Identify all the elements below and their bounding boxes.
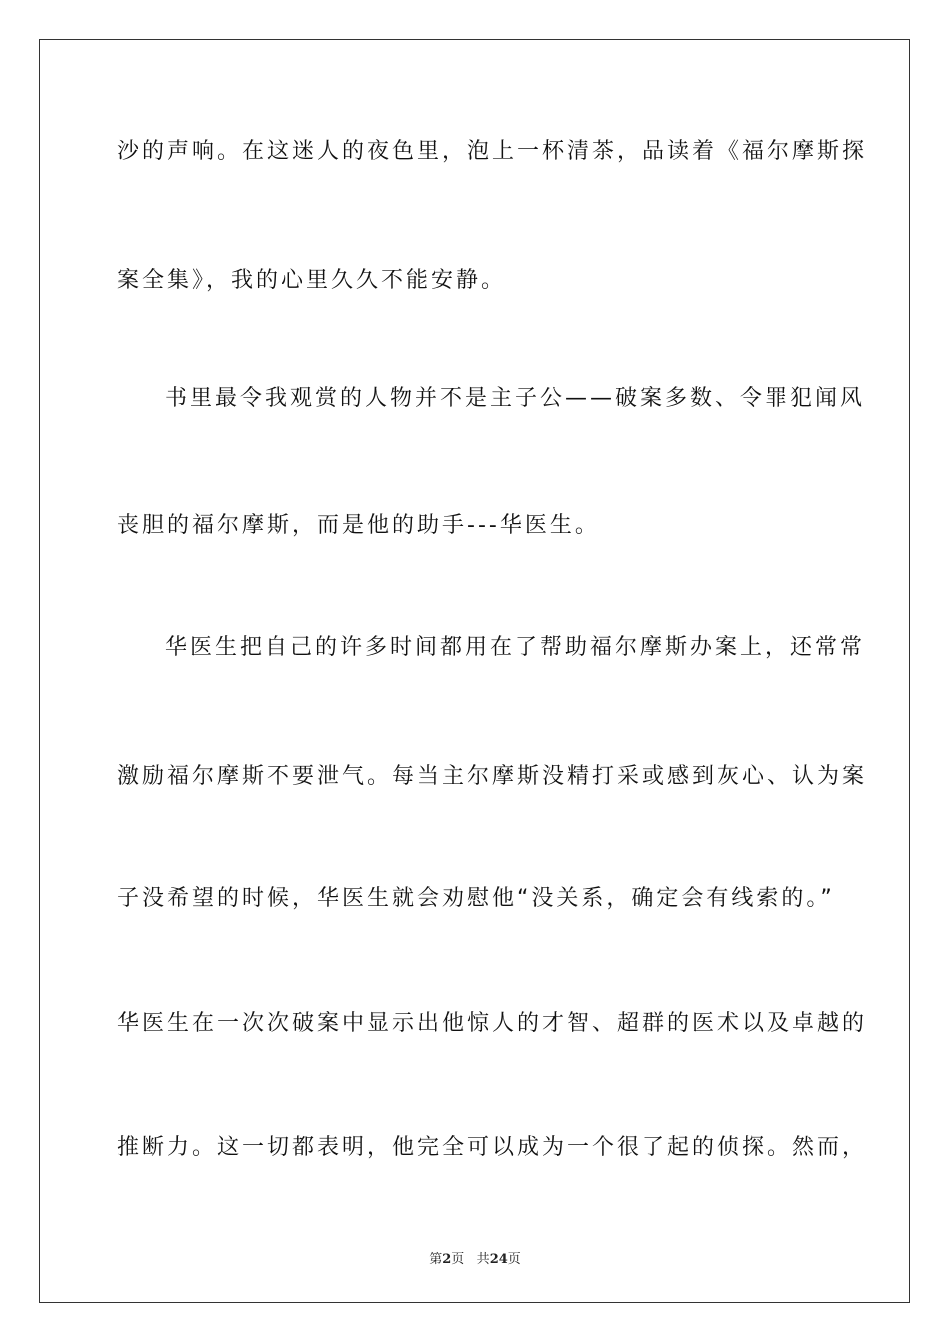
text-line: 推断力。这一切都表明，他完全可以成为一个很了起的侦探。然而，	[117, 1135, 868, 1160]
paragraph-start-line: 华医生把自己的许多时间都用在了帮助福尔摩斯办案上，还常常	[165, 635, 866, 660]
page-border	[39, 39, 910, 1303]
page-prefix: 第	[429, 1252, 443, 1267]
text-line: 丧胆的福尔摩斯，而是他的助手---华医生。	[117, 513, 600, 538]
page-suffix: 页	[451, 1252, 465, 1267]
page-number: 2	[442, 1252, 452, 1267]
total-suffix: 页	[507, 1252, 521, 1267]
total-prefix: 共	[476, 1252, 490, 1267]
text-line: 沙的声响。在这迷人的夜色里，泡上一杯清茶，品读着《福尔摩斯探	[117, 139, 868, 164]
text-line: 激励福尔摩斯不要泄气。每当主尔摩斯没精打采或感到灰心、认为案	[117, 764, 868, 789]
text-line: 子没希望的时候，华医生就会劝慰他“没关系，确定会有线索的。”	[117, 886, 835, 911]
text-line: 华医生在一次次破案中显示出他惊人的才智、超群的医术以及卓越的	[117, 1011, 868, 1036]
text-line: 案全集》，我的心里久久不能安静。	[117, 268, 507, 293]
total-pages: 24	[489, 1252, 508, 1267]
page-footer	[0, 1248, 950, 1267]
paragraph-start-line: 书里最令我观赏的人物并不是主子公——破案多数、令罪犯闻风	[165, 386, 866, 411]
